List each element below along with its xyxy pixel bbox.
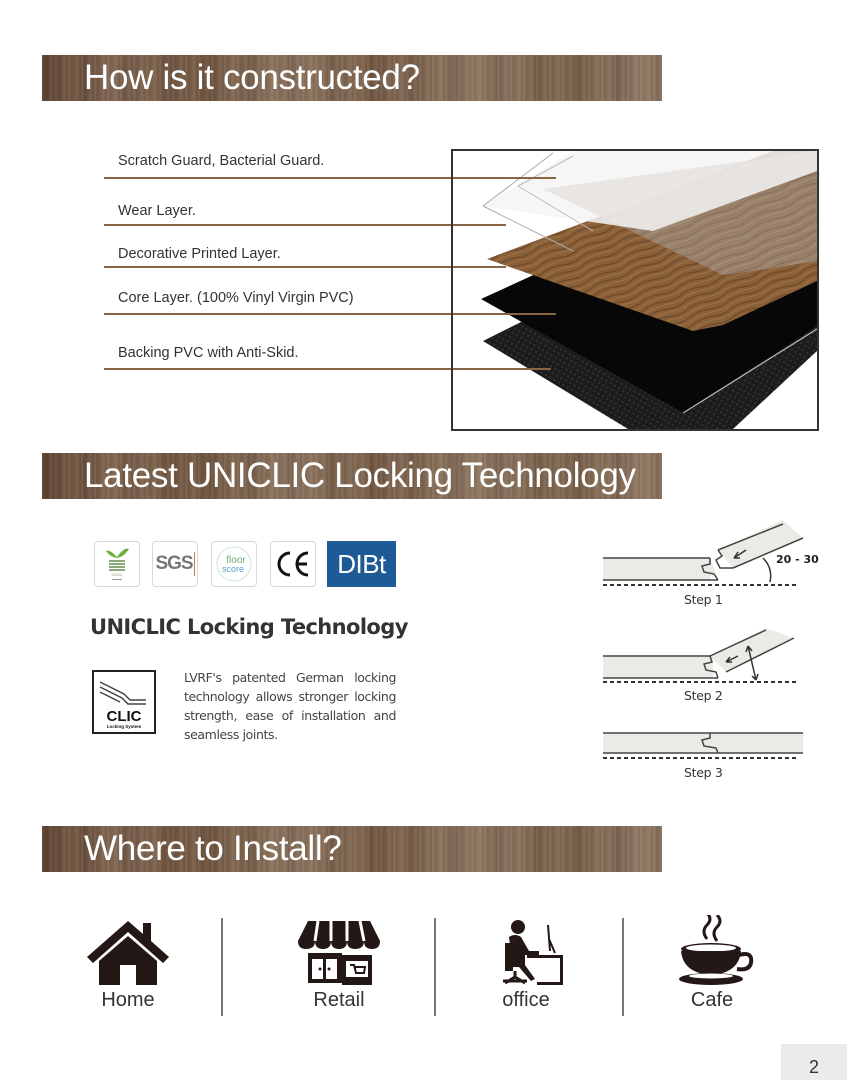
dibt-logo: DIBt [327,541,396,587]
layer-exploded-image [451,149,819,431]
step-3-label: Step 3 [684,765,723,780]
place-cafe [652,915,772,1012]
section-banner-install [42,826,662,872]
section-title: Latest UNICLIC Locking Technology [84,456,636,495]
place-home [68,915,188,1012]
svg-text:Locking System: Locking System [106,724,142,729]
section-banner-construction [42,55,662,101]
place-office [466,915,586,1012]
layer-label-decorative: Decorative Printed Layer. [118,246,281,262]
layer-label-core: Core Layer. (100% Vinyl Virgin PVC) [118,290,354,306]
uniclic-heading: UNICLIC Locking Technology [90,615,408,639]
floorscore-logo [211,541,257,587]
plank-layers-illustration [453,151,817,429]
layer-label-scratch-guard: Scratch Guard, Bacterial Guard. [118,153,325,169]
step-3-diagram [598,728,820,764]
svg-text:score: score [221,564,245,574]
leader-line [104,266,504,268]
page-number: 2 [781,1044,847,1080]
svg-text:floor: floor [226,555,246,566]
place-label: Cafe [690,989,734,1011]
office-worker-icon [481,915,571,987]
divider [221,918,223,1016]
place-retail [279,915,399,1012]
house-icon [83,915,173,987]
svg-text:CLIC: CLIC [106,708,142,725]
divider [622,918,624,1016]
store-icon [294,915,384,987]
step-2-label: Step 2 [684,688,723,703]
layer-label-backing: Backing PVC with Anti-Skid. [118,345,299,361]
step-1-diagram [598,520,820,600]
step-1-label: Step 1 [684,592,723,607]
place-label: Retail [313,989,365,1011]
clic-logo [92,670,156,734]
leader-line [104,224,504,226]
section-banner-locking [42,453,662,499]
sgs-logo: SGS [152,541,198,587]
place-label: office [502,989,550,1011]
section-title: How is it constructed? [84,58,420,97]
section-title: Where to Install? [84,829,342,868]
sgbc-logo [94,541,140,587]
locking-description: LVRF's patented German locking technology allows stronger locking strength, ease of installation and seamless joints. [184,670,396,742]
layer-label-wear: Wear Layer. [118,203,196,219]
coffee-cup-icon [667,915,757,987]
svg-text:20 - 30: 20 - 30 [776,553,819,566]
place-label: Home [101,989,155,1011]
ce-mark [270,541,316,587]
step-2-diagram [598,622,820,690]
divider [434,918,436,1016]
svg-text:SGBC: SGBC [111,572,123,577]
